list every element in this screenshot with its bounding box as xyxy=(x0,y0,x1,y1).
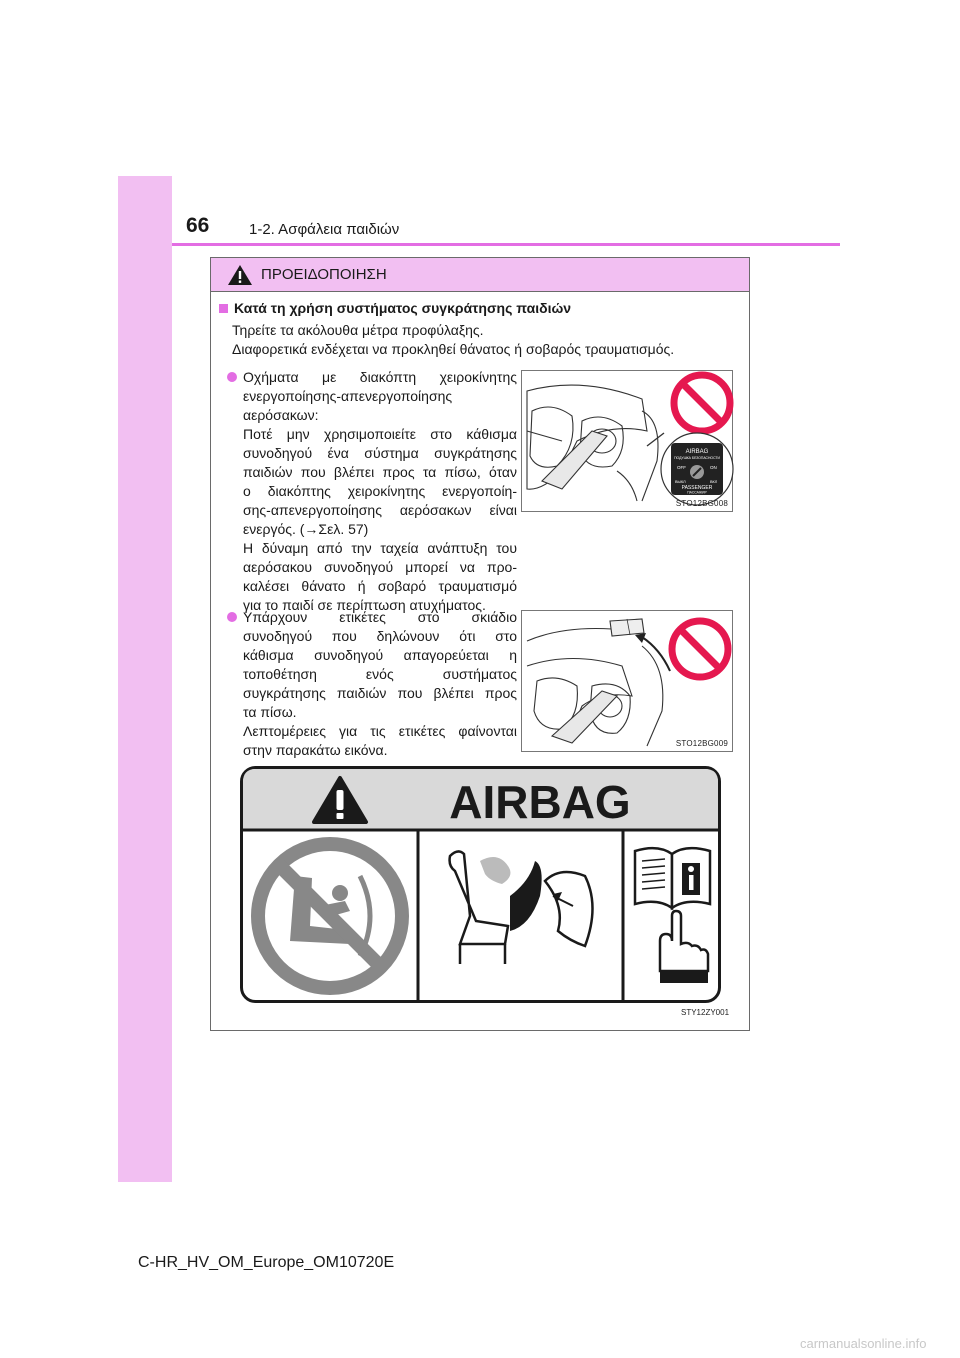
figure-airbag-switch xyxy=(521,370,733,512)
bullet-line: συγκράτησης παιδιών που βλέπει προς xyxy=(243,685,517,701)
intro-text xyxy=(232,321,674,359)
subheading-text: Κατά τη χρήση συστήματος συγκράτησης παιδιών xyxy=(234,300,572,316)
switch-passenger-label: PASSENGER xyxy=(681,485,713,491)
warning-header xyxy=(211,258,749,292)
switch-title: AIRBAG xyxy=(685,449,709,455)
bullet-sun-visor-labels xyxy=(227,608,517,760)
round-bullet-icon xyxy=(227,372,237,382)
bullet-line: Υπάρχουν ετικέτες στο σκιάδιο xyxy=(243,609,517,625)
sun-visor-illustration xyxy=(522,611,734,753)
bullet-line: αερόσακου συνοδηγού μπορεί να προ- xyxy=(243,559,517,575)
bullet-line: κάθισμα συνοδηγού απαγορεύεται η xyxy=(243,647,517,663)
square-bullet-icon xyxy=(219,304,228,313)
page-number: 66 xyxy=(186,214,210,237)
bullet-line: για το παιδί σε περίπτωση ατυχήματος. xyxy=(243,597,486,613)
warning-triangle-icon xyxy=(227,264,253,286)
figure-sun-visor xyxy=(521,610,733,752)
airbag-warning-label xyxy=(240,766,721,1003)
bullet-line: τα πίσω. xyxy=(243,704,297,720)
bullet-airbag-switch xyxy=(227,368,517,615)
switch-off-ru-label: ВЫКЛ xyxy=(675,480,686,484)
switch-on-label: ON xyxy=(710,465,717,470)
car-interior-illustration xyxy=(522,371,734,513)
switch-off-label: OFF xyxy=(677,465,686,470)
warning-subheading xyxy=(219,300,571,316)
figure-code: STO12BG008 xyxy=(675,499,728,508)
intro-line: Διαφορετικά ενδέχεται να προκληθεί θάνατος ή σοβαρός τραυματισμός. xyxy=(232,341,675,357)
bullet-line: τοποθέτηση ενός συστήματος xyxy=(243,666,517,682)
round-bullet-icon xyxy=(227,612,237,622)
bullet-line: ενεργοποίησης-απενεργοποίησης xyxy=(243,388,453,404)
watermark: carmanualsonline.info xyxy=(800,1336,927,1351)
intro-line: Τηρείτε τα ακόλουθα μέτρα προφύλαξης. xyxy=(232,322,484,338)
side-tab-bar xyxy=(118,176,172,1182)
bullet-line: συνοδηγού που δηλώνουν ότι στο xyxy=(243,628,517,644)
bullet-line: παιδιών που βλέπει προς τα πίσω, όταν xyxy=(243,464,517,480)
bullet-line: αερόσακων: xyxy=(243,407,319,423)
document-id: C-HR_HV_OM_Europe_OM10720E xyxy=(138,1254,395,1271)
bullet-line: Η δύναμη από την ταχεία ανάπτυξη του xyxy=(243,540,517,556)
bullet-line: ενεργός. (→Σελ. 57) xyxy=(243,521,369,537)
bullet-line: σης-απενεργοποίησης αερόσακων είναι xyxy=(243,502,517,518)
switch-passenger-ru-label: ПАССАЖИР xyxy=(687,490,707,495)
warning-title: ΠΡΟΕΙΔΟΠΟΙΗΣΗ xyxy=(261,266,387,283)
section-title: 1-2. Ασφάλεια παιδιών xyxy=(249,221,400,238)
no-rear-facing-seat-icon xyxy=(258,844,402,988)
figure-code: STO12BG009 xyxy=(675,739,728,748)
bullet-line: ο διακόπτης χειροκίνητης ενεργοποίη- xyxy=(243,483,517,499)
bullet-line: συνοδηγού ένα σύστημα συγκράτησης xyxy=(243,445,517,461)
bullet-line: Λεπτομέρειες για τις ετικέτες φαίνονται xyxy=(243,723,517,739)
airbag-label-code: STY12ZY001 xyxy=(681,1008,730,1017)
bullet-line: Οχήματα με διακόπτη χειροκίνητης xyxy=(243,369,517,385)
switch-subtitle: ПОДУШКА БЕЗОПАСНОСТИ xyxy=(674,456,720,460)
header-rule xyxy=(172,243,840,246)
bullet-line: Ποτέ μην χρησιμοποιείτε στο κάθισμα xyxy=(243,426,517,442)
bullet-line: στην παρακάτω εικόνα. xyxy=(243,742,388,758)
switch-on-ru-label: ВКЛ xyxy=(710,480,718,484)
airbag-title: AIRBAG xyxy=(449,776,631,828)
bullet-line: καλέσει θάνατο ή σοβαρό τραυματισμό xyxy=(243,578,517,594)
